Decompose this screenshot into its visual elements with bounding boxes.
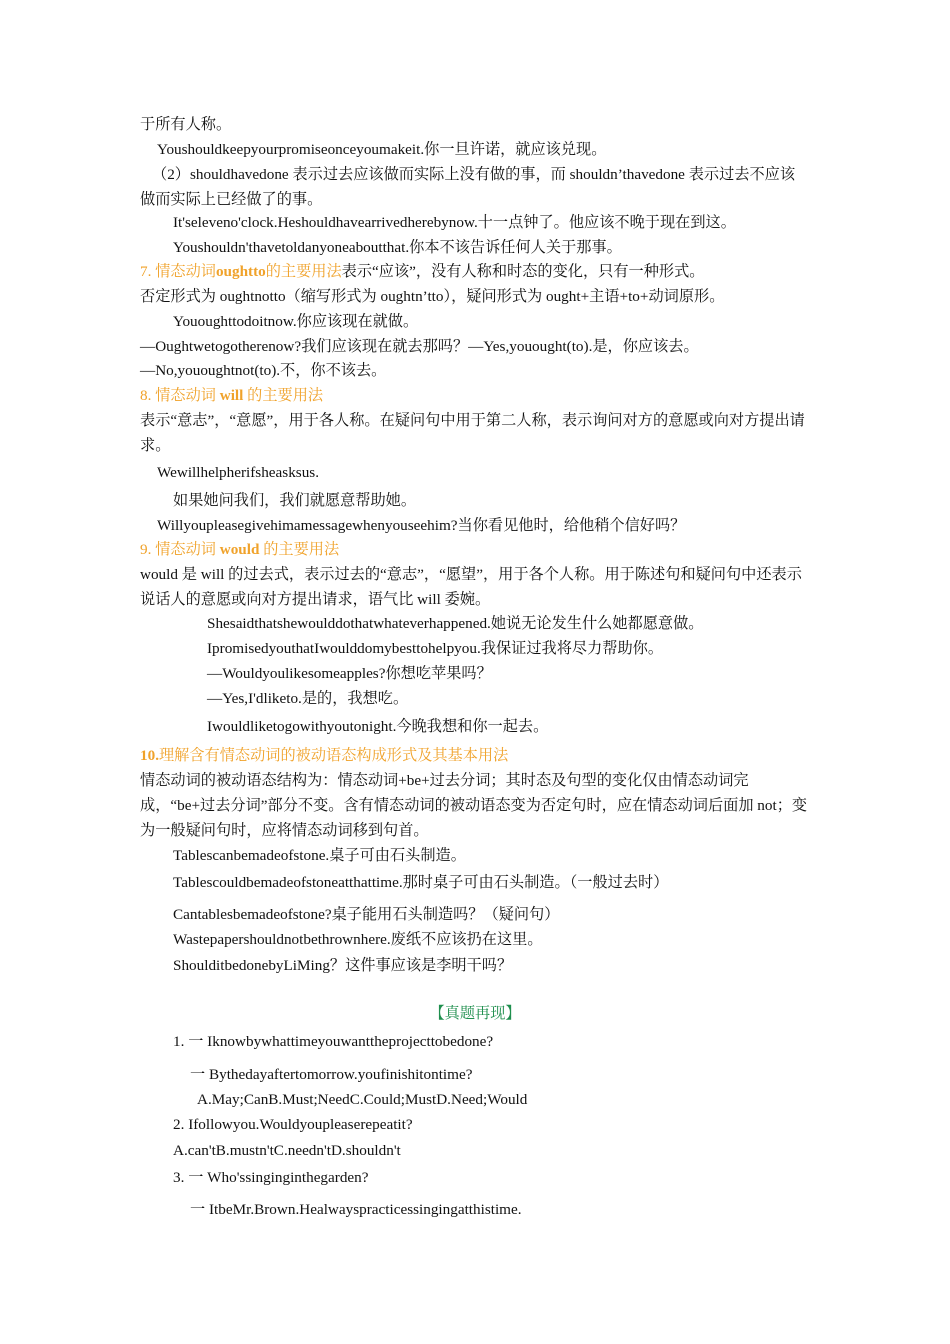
example-sentence: Iwouldliketogowithyoutonight.今晚我想和你一起去。 [207,718,549,735]
heading-7 [140,262,704,282]
example-sentence: Cantablesbemadeofstone?桌子能用石头制造吗？（疑问句） [173,906,560,923]
example-sentence: It'seleveno'clock.Heshouldhavearrivedherebynow.十一点钟了。他应该不晚于现在到这。 [173,214,736,231]
heading-keyword: oughtto [215,263,266,280]
text-line: 否定形式为 oughtnotto（缩写形式为 oughtn’tto），疑问形式为 ought+主语+to+动词原形。 [140,288,725,305]
heading-number: 9. [140,541,152,558]
text-line: 于所有人称。 [140,116,232,133]
question-1-reply: 一 Bythedayaftertomorrow.youfinishitontime? [190,1066,473,1083]
heading-text: 情态动词 [155,387,216,404]
heading-text: 的主要用法 [263,541,340,558]
example-sentence: Youshouldn'thavetoldanyoneaboutthat.你本不该告诉任何人关于那事。 [173,239,622,256]
heading-keyword: would [219,541,260,558]
example-sentence: Tablescouldbemadeofstoneatthattime.那时桌子可由石头制造。（一般过去时） [173,874,669,891]
question-3-reply: 一 ItbeMr.Brown.Healwayspracticessingingatthistime. [190,1201,522,1218]
question-3: 3. 一 Who'ssinginginthegarden? [173,1169,369,1186]
heading-8 [140,386,323,406]
heading-text: 的主要用法 [265,263,342,280]
example-translation: 如果她问我们，我们就愿意帮助她。 [173,492,416,509]
paragraph: （2）shouldhavedone 表示过去应该做而实际上没有做的事，而 shouldn’thavedone 表示过去不应该做而实际上已经做了的事。 [140,166,796,208]
example-sentence: —Yes,I'dliketo.是的，我想吃。 [207,690,409,707]
heading-text: 的主要用法 [247,387,324,404]
heading-9 [140,540,339,560]
section-title: 【真题再现】 [429,1005,521,1022]
example-sentence: —Wouldyoulikesomeapples?你想吃苹果吗？ [207,665,492,682]
example-sentence: Tablescanbemadeofstone.桌子可由石头制造。 [173,847,466,864]
question-1: 1. 一 Iknowbywhattimeyouwanttheprojecttobedone? [173,1033,494,1050]
question-2: 2. Ifollowyou.Wouldyoupleaserepeatit? [173,1116,413,1133]
heading-description: 表示“应该”，没有人称和时态的变化，只有一种形式。 [341,263,705,280]
example-sentence: Willyoupleasegivehimamessagewhenyouseehim?当你看见他时，给他稍个信好吗？ [157,517,686,534]
paragraph: 表示“意志”，“意愿”，用于各人称。在疑问句中用于第二人称，表示询问对方的意愿或向对方提出请求。 [140,412,805,454]
example-sentence: Yououghttodoitnow.你应该现在就做。 [173,313,419,330]
heading-number: 10. [140,747,159,764]
heading-text: 理解含有情态动词的被动语态构成形式及其基本用法 [158,747,509,764]
example-sentence: Wastepapershouldnotbethrownhere.废纸不应该扔在这里。 [173,931,543,948]
heading-number: 7. [140,263,152,280]
paragraph: 情态动词的被动语态结构为：情态动词+be+过去分词；其时态及句型的变化仅由情态动词完成，“be+过去分词”部分不变。含有情态动词的被动语态变为否定句时，应在情态动词后面加 not；变为一般疑问句时，应将情态动词移到句首。 [140,772,808,839]
heading-text: 情态动词 [155,541,216,558]
example-sentence: Shesaidthatshewoulddothatwhateverhappened.她说无论发生什么她都愿意做。 [207,615,704,632]
question-1-options: A.May;CanB.Must;NeedC.Could;MustD.Need;Would [197,1091,528,1108]
paragraph: would 是 will 的过去式，表示过去的“意志”，“愿望”，用于各个人称。用于陈述句和疑问句中还表示说话人的意愿或向对方提出请求，语气比 will 委婉。 [140,566,802,608]
example-sentence: IpromisedyouthatIwoulddomybesttohelpyou.我保证过我将尽力帮助你。 [207,640,664,657]
heading-number: 8. [140,387,152,404]
example-sentence: —Oughtwetogotherenow?我们应该现在就去那吗？—Yes,youought(to).是，你应该去。 [140,338,699,355]
heading-keyword: will [219,387,244,404]
question-2-options: A.can'tB.mustn'tC.needn'tD.shouldn't [173,1142,401,1159]
example-sentence: Wewillhelpherifsheasksus. [157,464,320,481]
example-sentence: ShoulditbedonebyLiMing？这件事应该是李明干吗？ [173,957,513,974]
heading-text: 情态动词 [155,263,216,280]
example-sentence: —No,yououghtnot(to).不，你不该去。 [140,362,387,379]
heading-10 [140,746,508,766]
example-sentence: Youshouldkeepyourpromiseonceyoumakeit.你一旦许诺，就应该兑现。 [157,141,607,158]
